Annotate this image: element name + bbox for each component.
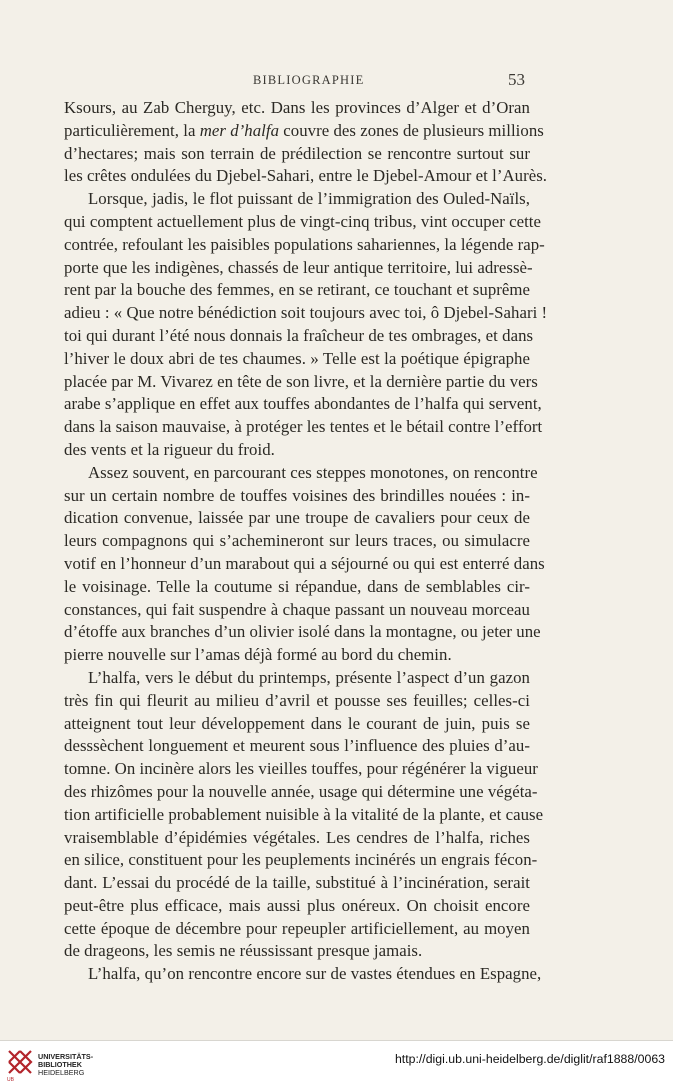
institution-line-3: HEIDELBERG xyxy=(38,1068,85,1078)
text-line: Ksours, au Zab Cherguy, etc. Dans les provinces d’Alger et d’Oran xyxy=(64,98,530,117)
text-line: votif en l’honneur d’un marabout qui a séjourné ou qui est enterré dans xyxy=(64,553,545,573)
institution-line-1: UNIVERSITÄTS- xyxy=(38,1052,94,1061)
text-line: L’halfa, vers le début du printemps, présente l’aspect d’un gazon xyxy=(88,667,530,687)
text-line: atteignent tout leur développement dans le courant de juin, puis se xyxy=(64,713,530,733)
text-line: des vents et la rigueur du froid. xyxy=(64,439,275,459)
text-line: de drageons, les semis ne réussissant presque jamais. xyxy=(64,941,423,961)
text-line: tomne. On incinère alors les vieilles touffes, pour régénérer la vigueur xyxy=(64,759,538,779)
text-line: contrée, refoulant les paisibles populations sahariennes, la légende rap- xyxy=(64,234,545,254)
footer-bar xyxy=(0,1040,673,1091)
text-line: desssèchent longuement et meurent sous l’influence des pluies d’au- xyxy=(64,736,530,756)
institution-line-2: BIBLIOTHEK xyxy=(38,1060,82,1070)
text-line: l’hiver le doux abri de tes chaumes. » Telle est la poétique épigraphe xyxy=(64,348,530,368)
text-line: dant. L’essai du procédé de la taille, substitué à l’incinération, serait xyxy=(64,873,530,893)
text-line: d’étoffe aux branches d’un olivier isolé dans la montagne, ou jeter une xyxy=(64,622,541,642)
text-line: les crêtes ondulées du Djebel-Sahari, entre le Djebel-Amour et l’Aurès. xyxy=(64,166,548,186)
permalink-url[interactable]: http://digi.ub.uni-heidelberg.de/diglit/raf1888/0063 xyxy=(394,1052,665,1066)
body-text xyxy=(64,97,548,986)
text-line: dans la saison mauvaise, à protéger les tentes et le bétail contre l’effort xyxy=(64,417,543,437)
institution-name xyxy=(38,1053,93,1078)
text-line: constances, qui fait suspendre à chaque passant un nouveau morceau xyxy=(64,599,530,619)
text-line: très fin qui fleurit au milieu d’avril et pousse ses feuilles; celles-ci xyxy=(64,690,530,710)
text-line: peut-être plus efficace, mais aussi plus onéreux. On choisit encore xyxy=(64,895,530,915)
text-line: le voisinage. Telle la coutume si répandue, dans de semblables cir- xyxy=(64,576,530,596)
svg-text:UB: UB xyxy=(7,1077,14,1082)
text-line: rent par la bouche des femmes, en se retirant, ce touchant et suprême xyxy=(64,280,530,300)
text-line: cette époque de décembre pour repeupler artificiellement, au moyen xyxy=(64,918,530,938)
text-line: tion artificielle probablement nuisible à la vitalité de la plante, et cause xyxy=(64,804,544,824)
page-number: 53 xyxy=(508,70,525,89)
text-line: qui comptent actuellement plus de vingt-cinq tribus, vint occuper cette xyxy=(64,211,542,231)
text-line: pierre nouvelle sur l’amas déjà formé au bord du chemin. xyxy=(64,645,452,665)
text-line: particulièrement, la mer d’halfa couvre des zones de plusieurs millions xyxy=(64,120,544,140)
text-line: des rhizômes pour la nouvelle année, usage qui détermine une végéta- xyxy=(64,781,538,801)
text-line: porte que les indigènes, chassés de leur antique territoire, lui adressè- xyxy=(64,257,533,277)
text-line: d’hectares; mais son terrain de prédilection se rencontre surtout sur xyxy=(64,143,530,163)
running-title: BIBLIOGRAPHIE xyxy=(253,73,365,87)
text-line: vraisemblable d’épidémies végétales. Les cendres de l’halfa, riches xyxy=(64,827,530,847)
text-line: sur un certain nombre de touffes voisines des brindilles nouées : in- xyxy=(64,485,530,505)
text-line: en silice, constituent pour les peuplements incinérés un engrais fécon- xyxy=(64,850,538,870)
text-line: dication convenue, laissée par une troupe de cavaliers pour ceux de xyxy=(64,508,530,528)
text-line: leurs compagnons qui s’achemineront sur leurs traces, ou simulacre xyxy=(64,531,530,551)
text-line: placée par M. Vivarez en tête de son livre, et la dernière partie du vers xyxy=(64,371,538,391)
text-line: L’halfa, qu’on rencontre encore sur de vastes étendues en Espagne, xyxy=(88,964,542,984)
heidelberg-logo-icon xyxy=(6,1048,34,1082)
text-line: adieu : « Que notre bénédiction soit toujours avec toi, ô Djebel-Sahari ! xyxy=(64,303,548,323)
text-line: toi qui durant l’été nous donnais la fraîcheur de tes ombrages, et dans xyxy=(64,325,534,345)
text-line: arabe s’applique en effet aux touffes abondantes de l’halfa qui servent, xyxy=(64,394,542,414)
italic-term: mer d’halfa xyxy=(199,120,280,140)
text-line: Assez souvent, en parcourant ces steppes monotones, on rencontre xyxy=(88,462,538,482)
running-head xyxy=(0,70,673,93)
text-line: Lorsque, jadis, le flot puissant de l’immigration des Ouled-Naïls, xyxy=(88,189,530,209)
